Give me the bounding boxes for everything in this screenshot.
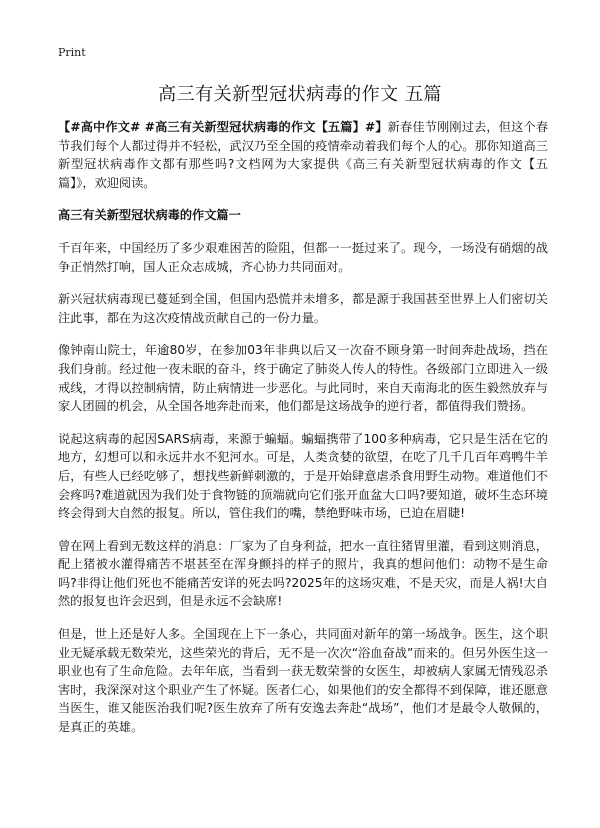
paragraph-6: 但是，世上还是好人多。全国现在上下一条心，共同面对新年的第一场战争。医生，这个职业无疑承载无数荣光，这些荣光的背后，无不是一次次“浴血奋战”而来的。但另外医生这一职业也有了生命危险。去年年底，当看到一获无数荣誉的女医生，却被病人家属无情残忍杀害时，我深深对这个职业产生了怀疑。医者仁心，如果他们的安全都得不到保障，谁还愿意当医生，谁又能医治我们呢?医生放弃了所有安逸去奔赴“战场”，他们才是最令人敬佩的，是真正的英雄。 [58,627,548,735]
page-title: 高三有关新型冠状病毒的作文 五篇 [158,84,442,105]
paragraph-3: 像钟南山院士，年逾80岁，在参加03年非典以后又一次奋不顾身第一时间奔赴战场，挡在我们身前。经过他一夜未眠的奋斗，终于确定了肺炎人传人的特性。各级部门立即进入一级戒线，才得以控制病情，防止病情进一步恶化。与此同时，来自天南海北的医生毅然放弃与家人团圆的机会，从全国各地奔赴而来，他们都是这场战争的逆行者，都值得我们赞扬。 [58,343,548,414]
print-label[interactable]: Print [58,46,86,59]
article-body [58,118,548,751]
paragraph-2: 新兴冠状病毒现已蔓延到全国，但国内恐慌并未增多，都是源于我国甚至世界上人们密切关注此事，都在为这次疫情战贡献自己的一份力量。 [58,292,548,325]
paragraph-5: 曾在网上看到无数这样的消息：厂家为了自身利益，把水一直往猪胃里灌，看到这则消息，配上猪被水灌得痛苦不堪甚至在浑身颤抖的样子的照片，我真的想问他们：动物不是生命吗?非得让他们死也不能痛苦安详的死去吗?2025年的这场灾难，不是天灾，而是人祸!大自然的报复也许会迟到，但是永远不会缺席! [58,538,548,609]
intro-tags: 【#高中作文# #高三有关新型冠状病毒的作文【五篇】#】 [58,120,388,134]
intro-paragraph [58,118,548,192]
section-title: 高三有关新型冠状病毒的作文篇一 [58,208,241,223]
intro-text: 新春佳节刚刚过去，但这个春节我们每个人都过得并不轻松，武汉乃至全国的疫情牵动着我们每个人的心。那你知道高三新型冠状病毒作文都有那些吗?文档网为大家提供《高三有关新型冠状病毒的作文【五篇】》，欢迎阅读。 [58,120,549,190]
paragraph-1: 千百年来，中国经历了多少艰难困苦的险阻，但都一一挺过来了。现今，一场没有硝烟的战争正悄然打响，国人正众志成城，齐心协力共同面对。 [58,240,548,274]
paragraph-4: 说起这病毒的起因SARS病毒，来源于蝙蝠。蝙蝠携带了100多种病毒，它只是生活在它的地方，幻想可以和永远井水不犯河水。可是，人类贪婪的欲望，在吃了几千几百年鸡鸭牛羊后，有些人已经吃够了，想找些新鲜刺激的，于是开始肆意虐杀食用野生动物。难道他们不会疼吗?难道就因为我们处于食物链的顶端就向它们张开血盆大口吗?要知道，破坏生态环境终会得到大自然的报复。所以，管住我们的嘴，禁绝野味市场，已迫在眉睫! [58,431,548,521]
